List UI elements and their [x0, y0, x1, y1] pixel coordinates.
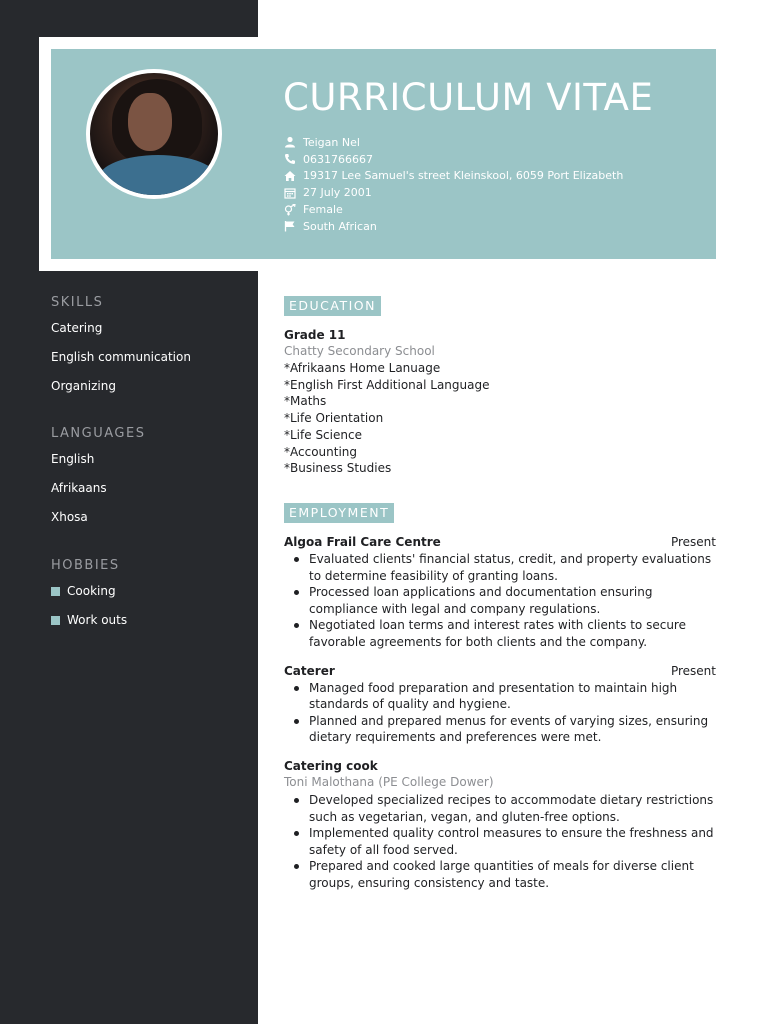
hobby-bullet-icon: [51, 587, 60, 596]
skill-item: Catering: [51, 321, 103, 335]
job-bullet: Negotiated loan terms and interest rates with clients to secure favorable agreements for both clients and the company.: [284, 617, 716, 650]
hobby-item: [51, 610, 127, 639]
info-address-text: 19317 Lee Samuel's street Kleinskool, 6059 Port Elizabeth: [303, 169, 624, 183]
job-bullet: Processed loan applications and documentation ensuring compliance with legal and company regulations.: [284, 584, 716, 617]
subject-item: *Life Science: [284, 427, 362, 442]
education-section: [284, 295, 716, 477]
person-icon: [283, 136, 296, 149]
subject-item: *Life Orientation: [284, 411, 384, 426]
employment-label: EMPLOYMENT: [284, 503, 394, 523]
subject-item: *Business Studies: [284, 461, 392, 476]
job-bullets: [284, 680, 716, 746]
subject-item: *Maths: [284, 394, 327, 409]
hobby-label: Cooking: [67, 584, 116, 598]
job-bullet: Evaluated clients' financial status, credit, and property evaluations to determine feasibility of granting loans.: [284, 551, 716, 584]
job-bullet: Planned and prepared menus for events of varying sizes, ensuring dietary requirements and preferences were met.: [284, 713, 716, 746]
info-address: [283, 168, 623, 185]
job-bullets: [284, 792, 716, 892]
info-gender: [283, 201, 623, 218]
info-name-text: Teigan Nel: [303, 135, 360, 149]
job-bullet: Prepared and cooked large quantities of meals for diverse client groups, ensuring consistency and taste.: [284, 858, 716, 891]
job-header: [284, 758, 716, 774]
info-phone: [283, 151, 623, 168]
skills-heading: SKILLS: [51, 295, 104, 310]
page-title: CURRICULUM VITAE: [283, 76, 654, 119]
job-title: Catering cook: [284, 758, 378, 773]
job-title: Caterer: [284, 663, 335, 678]
photo-face: [128, 93, 172, 151]
job-bullet: Managed food preparation and presentation to maintain high standards of quality and hygiene.: [284, 680, 716, 713]
education-label: EDUCATION: [284, 296, 381, 316]
language-item: Afrikaans: [51, 481, 107, 495]
subject-item: *English First Additional Language: [284, 377, 490, 392]
info-nationality: [283, 218, 623, 235]
subject-item: *Afrikaans Home Lanuage: [284, 361, 441, 375]
hobby-label: Work outs: [67, 613, 128, 627]
subject-item: *Accounting: [284, 444, 358, 459]
info-phone-text: 0631766667: [303, 152, 373, 166]
employment-section: [284, 502, 716, 892]
language-item: Xhosa: [51, 510, 88, 524]
gender-icon: [283, 203, 296, 216]
education-title: [284, 327, 716, 343]
languages-section: [51, 426, 145, 536]
photo-shoulders: [98, 155, 218, 199]
info-birthdate: [283, 184, 623, 201]
job-entry: [284, 534, 716, 651]
education-school: Chatty Secondary School: [284, 344, 435, 358]
job-bullet: Implemented quality control measures to ensure the freshness and safety of all food served.: [284, 825, 716, 858]
home-icon: [283, 169, 296, 182]
job-employer: Toni Malothana (PE College Dower): [284, 774, 494, 789]
job-bullets: [284, 551, 716, 651]
hobbies-heading: HOBBIES: [51, 558, 120, 573]
phone-icon: [283, 153, 296, 166]
flag-icon: [283, 220, 296, 233]
job-header: [284, 534, 716, 550]
hobby-bullet-icon: [51, 616, 60, 625]
language-item: English: [51, 452, 95, 466]
info-birthdate-text: 27 July 2001: [303, 186, 372, 200]
job-header: [284, 663, 716, 679]
education-grade: Grade 11: [284, 328, 346, 342]
contact-info: [283, 134, 623, 235]
languages-heading: LANGUAGES: [51, 426, 146, 441]
info-nationality-text: South African: [303, 219, 377, 233]
hobby-item: [51, 581, 127, 610]
calendar-icon: [283, 186, 296, 199]
skill-item: Organizing: [51, 379, 116, 393]
hobbies-section: [51, 558, 127, 639]
info-gender-text: Female: [303, 203, 343, 217]
job-title: Algoa Frail Care Centre: [284, 535, 441, 549]
info-name: [283, 134, 623, 151]
job-period: Present: [670, 535, 716, 549]
skills-section: [51, 295, 191, 405]
job-entry: [284, 663, 716, 746]
job-bullet: Developed specialized recipes to accommodate dietary restrictions such as vegetarian, vegan, and gluten-free options.: [284, 792, 716, 825]
profile-photo: [86, 69, 222, 199]
job-period: Present: [670, 663, 716, 678]
job-entry: [284, 758, 716, 892]
skill-item: English communication: [51, 350, 191, 364]
